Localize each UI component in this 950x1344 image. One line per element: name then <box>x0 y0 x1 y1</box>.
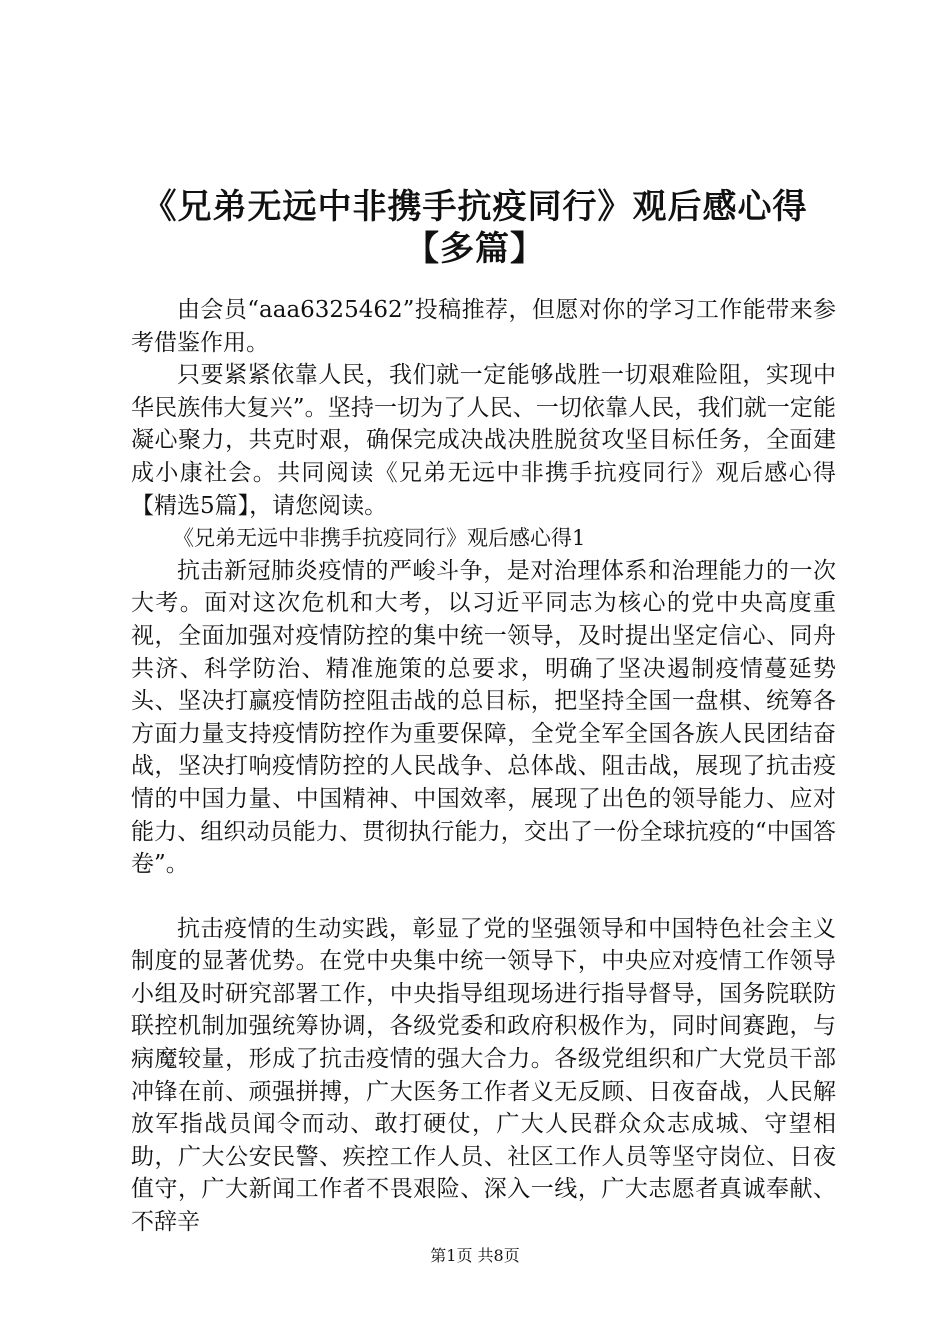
document-title-line-1: 《兄弟无远中非携手抗疫同行》观后感心得 <box>142 187 808 227</box>
intro-paragraph: 由会员“aaa6325462”投稿推荐，但愿对你的学习工作能带来参考借鉴作用。 <box>131 297 836 356</box>
body-paragraph: 抗击疫情的生动实践，彰显了党的坚强领导和中国特色社会主义制度的显著优势。在党中央集中统一领导下，中央应对疫情工作领导小组及时研究部署工作，中央指导组现场进行指导督导，国务院联防联控机制加强统筹协调，各级党委和政府积极作为，同时间赛跑，与病魔较量，形成了抗击疫情的强大合力。各级党组织和广大党员干部冲锋在前、顽强拼搏，广大医务工作者义无反顾、日夜奋战，人民解放军指战员闻令而动、敢打硬仗，广大人民群众众志成城、守望相助，广大公安民警、疾控工作人员、社区工作人员等坚守岗位、日夜值守，广大新闻工作者不畏艰险、深入一线，广大志愿者真诚奉献、不辞辛 <box>131 915 836 1236</box>
body-paragraph: 抗击新冠肺炎疫情的严峻斗争，是对治理体系和治理能力的一次大考。面对这次危机和大考，以习近平同志为核心的党中央高度重视，全面加强对疫情防控的集中统一领导，及时提出坚定信心、同舟共济、科学防治、精准施策的总要求，明确了坚决遏制疫情蔓延势头、坚决打赢疫情防控阻击战的总目标，把坚持全国一盘棋、统筹各方面力量支持疫情防控作为重要保障，全党全军全国各族人民团结奋战，坚决打响疫情防控的人民战争、总体战、阻击战，展现了抗击疫情的中国力量、中国精神、中国效率，展现了出色的领导能力、应对能力、组织动员能力、贯彻执行能力，交出了一份全球抗疫的“中国答卷”。 <box>131 557 836 878</box>
page-footer: 第1页 共8页 <box>430 1246 520 1265</box>
section-heading: 《兄弟无远中非携手抗疫同行》观后感心得1 <box>173 526 586 551</box>
document-body <box>131 294 836 1239</box>
document-title-line-2: 【多篇】 <box>405 229 545 269</box>
summary-paragraph: 只要紧紧依靠人民，我们就一定能够战胜一切艰难险阻，实现中华民族伟大复兴”。坚持一切为了人民、一切依靠人民，我们就一定能凝心聚力，共克时艰，确保完成决战决胜脱贫攻坚目标任务，全面建成小康社会。共同阅读《兄弟无远中非携手抗疫同行》观后感心得【精选5篇】，请您阅读。 <box>131 362 836 519</box>
